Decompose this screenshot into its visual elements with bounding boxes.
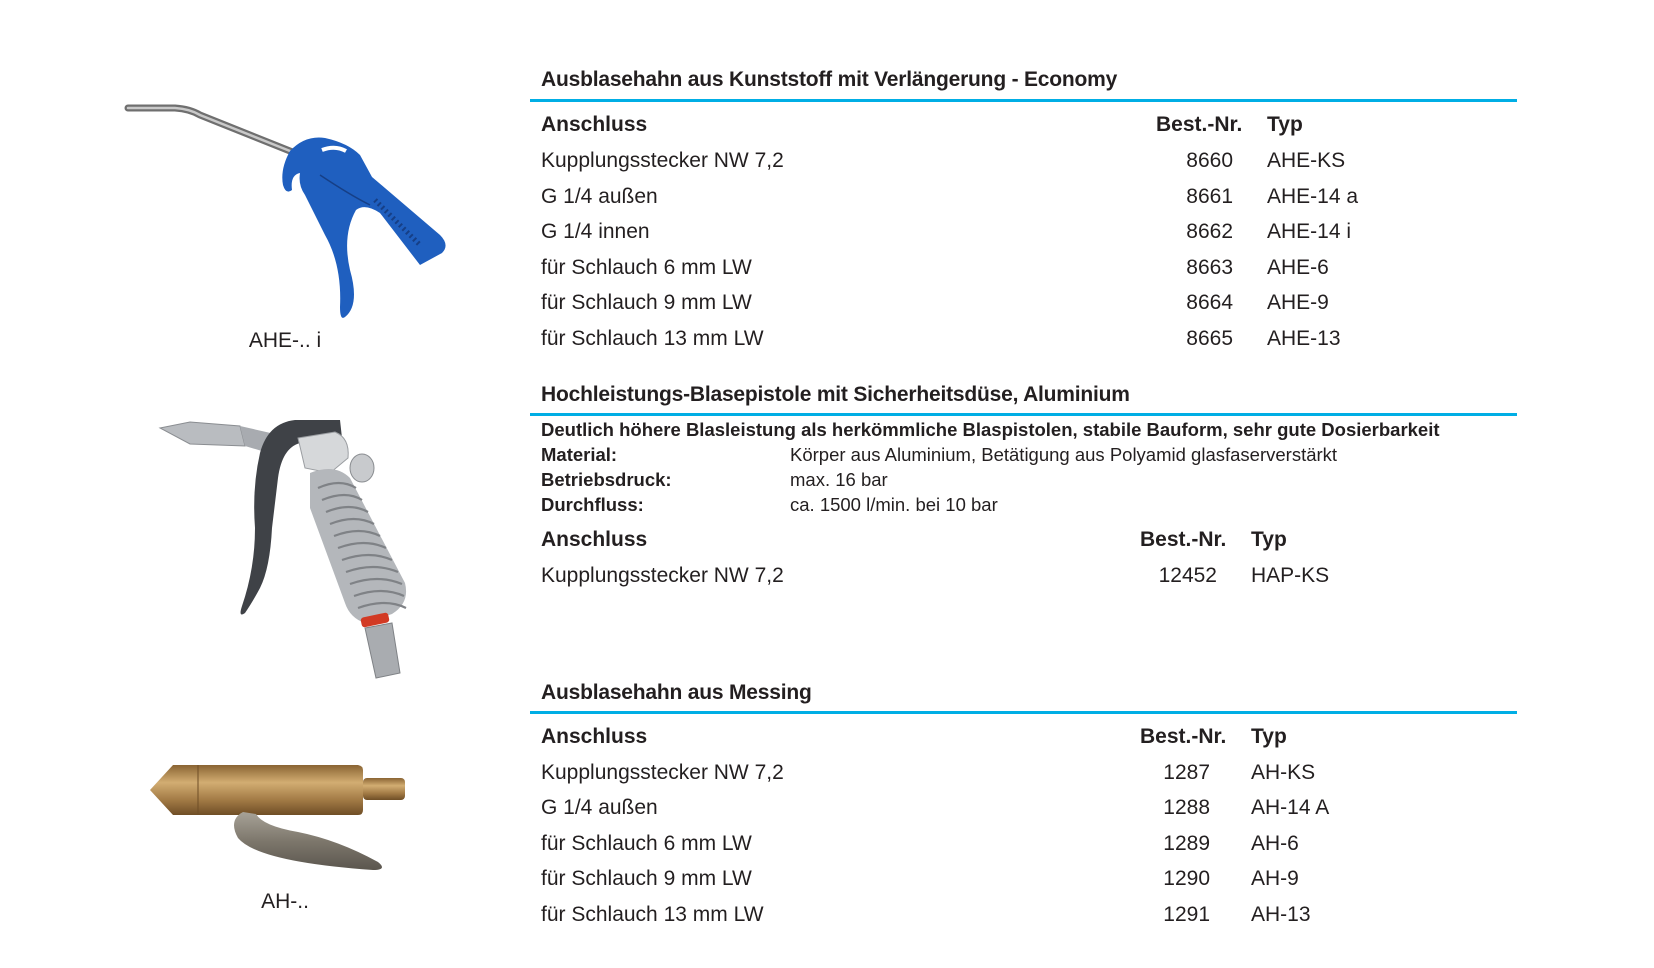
cell-connection: G 1/4 außen <box>541 185 658 208</box>
section-title: Ausblasehahn aus Messing <box>541 681 812 704</box>
spec-value-material: Körper aus Aluminium, Betätigung aus Polyamid glasfaserverstärkt <box>790 444 1338 465</box>
cell-connection: für Schlauch 9 mm LW <box>541 291 752 314</box>
blue-plastic-blow-gun-icon <box>120 95 460 335</box>
cell-order-no: 8662 <box>1186 220 1233 243</box>
column-header-connection: Anschluss <box>541 113 648 136</box>
cell-order-no: 8660 <box>1186 149 1233 172</box>
cell-order-no: 12452 <box>1158 564 1217 587</box>
cell-connection: für Schlauch 6 mm LW <box>541 256 752 279</box>
cell-order-no: 8663 <box>1186 256 1233 279</box>
cell-order-no: 8664 <box>1186 291 1233 314</box>
cell-type: AHE-6 <box>1267 256 1329 279</box>
section-divider <box>530 413 1517 416</box>
cell-connection: G 1/4 außen <box>541 796 658 819</box>
cell-order-no: 1290 <box>1163 867 1210 890</box>
cell-connection: Kupplungsstecker NW 7,2 <box>541 149 784 172</box>
spec-value-flow: ca. 1500 l/min. bei 10 bar <box>790 494 998 515</box>
cell-type: AHE-13 <box>1267 327 1341 350</box>
cell-connection: Kupplungsstecker NW 7,2 <box>541 761 784 784</box>
section-title: Hochleistungs-Blasepistole mit Sicherheitsdüse, Aluminium <box>541 383 1130 406</box>
spec-label-pressure: Betriebsdruck: <box>541 469 672 490</box>
cell-type: AHE-14 i <box>1267 220 1352 243</box>
cell-type: AHE-14 a <box>1267 185 1359 208</box>
image-caption: AH-.. <box>261 890 309 913</box>
cell-order-no: 1291 <box>1163 903 1210 926</box>
section-divider <box>530 711 1517 714</box>
cell-type: AH-13 <box>1251 903 1311 926</box>
section-divider <box>530 99 1517 102</box>
cell-order-no: 1287 <box>1163 761 1210 784</box>
cell-type: AHE-KS <box>1267 149 1346 172</box>
aluminium-blow-gun-icon <box>160 418 420 683</box>
cell-connection: für Schlauch 13 mm LW <box>541 327 764 350</box>
cell-type: AH-KS <box>1251 761 1316 784</box>
cell-connection: für Schlauch 9 mm LW <box>541 867 752 890</box>
brass-blow-valve-icon <box>148 760 428 885</box>
cell-type: AHE-9 <box>1267 291 1329 314</box>
column-header-type: Typ <box>1251 725 1287 748</box>
cell-type: HAP-KS <box>1251 564 1330 587</box>
cell-order-no: 8665 <box>1186 327 1233 350</box>
cell-type: AH-9 <box>1251 867 1299 890</box>
spec-label-flow: Durchfluss: <box>541 494 644 515</box>
product-description: Deutlich höhere Blasleistung als herkömmliche Blaspistolen, stabile Bauform, sehr gute Dosierbarkeit <box>541 419 1440 440</box>
cell-order-no: 1288 <box>1163 796 1210 819</box>
cell-type: AH-14 A <box>1251 796 1330 819</box>
spec-value-pressure: max. 16 bar <box>790 469 888 490</box>
column-header-type: Typ <box>1267 113 1303 136</box>
section-title: Ausblasehahn aus Kunststoff mit Verlängerung - Economy <box>541 68 1118 91</box>
cell-connection: für Schlauch 13 mm LW <box>541 903 764 926</box>
image-caption: AHE-.. i <box>248 329 322 352</box>
cell-order-no: 8661 <box>1186 185 1233 208</box>
column-header-connection: Anschluss <box>541 725 648 748</box>
cell-connection: Kupplungsstecker NW 7,2 <box>541 564 784 587</box>
cell-connection: für Schlauch 6 mm LW <box>541 832 752 855</box>
column-header-connection: Anschluss <box>541 528 648 551</box>
cell-connection: G 1/4 innen <box>541 220 650 243</box>
column-header-order-no: Best.-Nr. <box>1140 528 1227 551</box>
cell-type: AH-6 <box>1251 832 1299 855</box>
column-header-type: Typ <box>1251 528 1287 551</box>
cell-order-no: 1289 <box>1163 832 1210 855</box>
column-header-order-no: Best.-Nr. <box>1140 725 1227 748</box>
column-header-order-no: Best.-Nr. <box>1156 113 1243 136</box>
spec-label-material: Material: <box>541 444 618 465</box>
